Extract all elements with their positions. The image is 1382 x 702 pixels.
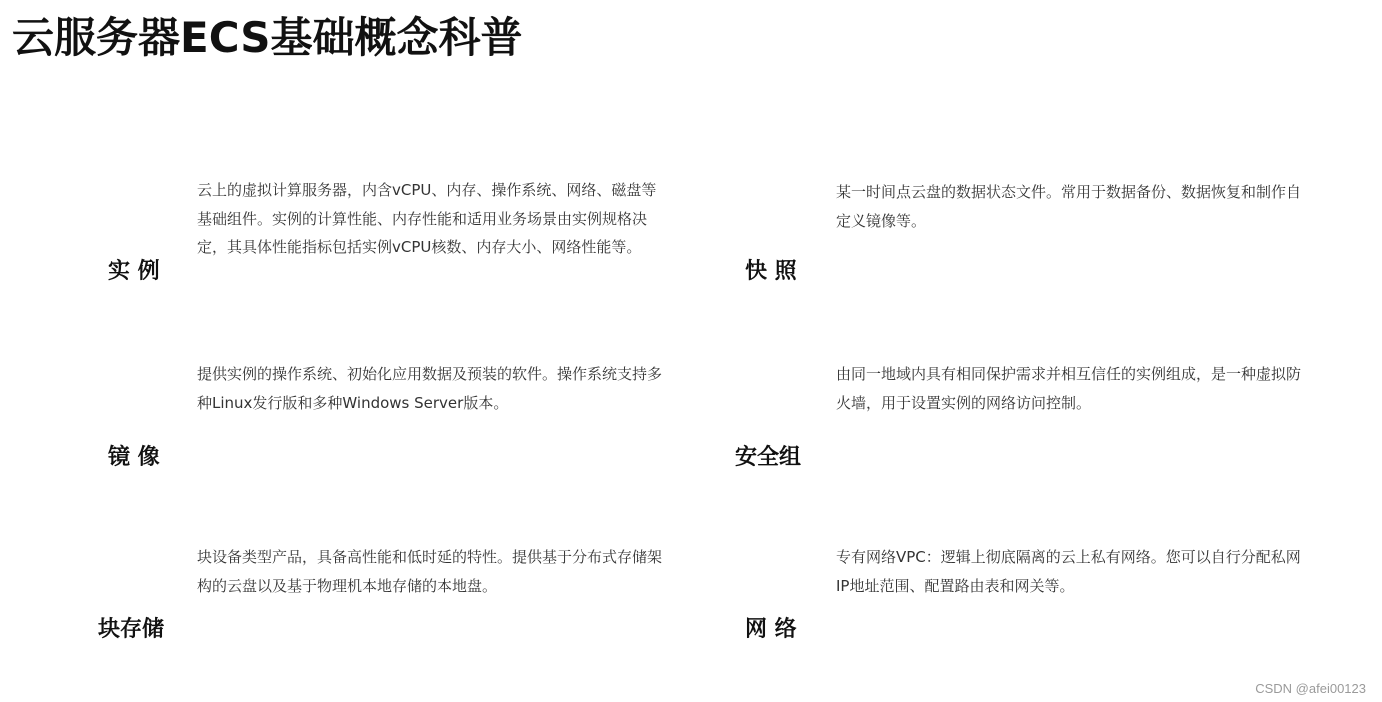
term-image: 镜 像 [108,445,160,470]
term-instance: 实 例 [108,259,160,284]
term-block-storage: 块存储 [98,617,165,642]
watermark: CSDN @afei00123 [1255,681,1366,696]
description-security-group: 由同一地域内具有相同保护需求并相互信任的实例组成，是一种虚拟防火墙，用于设置实例的网络访问控制。 [836,365,1302,412]
description-snapshot: 某一时间点云盘的数据状态文件。常用于数据备份、数据恢复和制作自定义镜像等。 [836,183,1302,230]
description-block-storage: 块设备类型产品，具备高性能和低时延的特性。提供基于分布式存储架构的云盘以及基于物理机本地存储的本地盘。 [197,548,663,595]
term-security-group: 安全组 [735,445,802,470]
description-network: 专有网络VPC：逻辑上彻底隔离的云上私有网络。您可以自行分配私网IP地址范围、配置路由表和网关等。 [836,548,1301,595]
term-network: 网 络 [745,617,797,642]
description-instance: 云上的虚拟计算服务器，内含vCPU、内存、操作系统、网络、磁盘等基础组件。实例的计算性能、内存性能和适用业务场景由实例规格决定，其具体性能指标包括实例vCPU核数、内存大小、网络性能等。 [197,181,657,256]
term-snapshot: 快 照 [745,259,797,284]
page-title: 云服务器ECS基础概念科普 [12,13,523,62]
description-image: 提供实例的操作系统、初始化应用数据及预装的软件。操作系统支持多种Linux发行版和多种Windows Server版本。 [197,365,663,412]
